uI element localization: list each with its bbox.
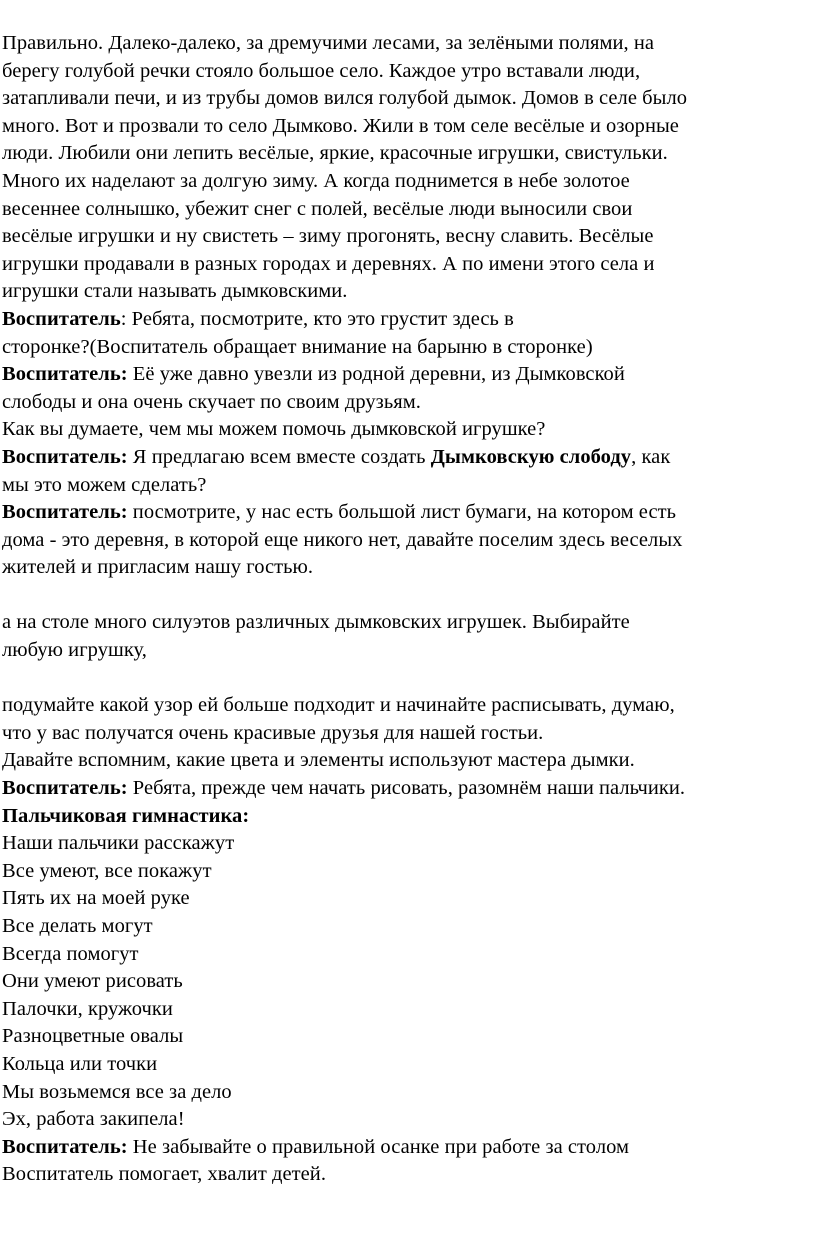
line-text: Не забывайте о правильной осанке при работе за столом (127, 1135, 630, 1158)
poem-line: Эх, работа закипела! (2, 1108, 185, 1131)
recall-line: Давайте вспомним, какие цвета и элементы используют мастера дымки. (2, 749, 635, 772)
poem-line: Пять их на моей руке (2, 887, 190, 910)
poem-line: Кольца или точки (2, 1052, 158, 1075)
teacher-paragraph-4 (2, 499, 816, 582)
text-line: сторонке?(Воспитатель обращает внимание на барыню в сторонке) (2, 335, 593, 358)
blank-line (2, 582, 816, 610)
text-line: весеннее солнышко, убежит снег с полей, весёлые люди выносили свои (2, 197, 633, 220)
line-text: Её уже давно увезли из родной деревни, из Дымковской (127, 363, 625, 386)
line-text: посмотрите, у нас есть большой лист бумаги, на котором есть (127, 501, 677, 524)
intro-paragraph (2, 30, 816, 306)
blank-line (2, 665, 816, 693)
teacher-paragraph-2 (2, 361, 816, 416)
document-text (2, 30, 816, 1189)
text-line (2, 499, 816, 527)
text-line (2, 306, 816, 334)
text-line: затапливали печи, и из трубы домов вился голубой дымок. Домов в селе было (2, 87, 688, 110)
teacher-paragraph-7 (2, 775, 816, 803)
text-line (2, 361, 816, 389)
text-line: игрушки стали называть дымковскими. (2, 280, 348, 303)
speaker-label: Воспитатель: (2, 445, 128, 468)
poem-line: Все умеют, все покажут (2, 859, 212, 882)
text-line: жителей и пригласим нашу гостью. (2, 556, 314, 579)
gymnastics-title: Пальчиковая гимнастика: (2, 804, 250, 827)
question-line: Как вы думаете, чем мы можем помочь дымковской игрушке? (2, 418, 546, 441)
text-line: весёлые игрушки и ну свистеть – зиму прогонять, весну славить. Весёлые (2, 225, 654, 248)
text-line: слободы и она очень скучает по своим друзьям. (2, 390, 421, 413)
line-text: , как (631, 445, 671, 468)
finger-poem (2, 830, 816, 1134)
text-line: любую игрушку, (2, 639, 147, 662)
text-line: Правильно. Далеко-далеко, за дремучими лесами, за зелёными полями, на (2, 32, 655, 54)
text-line: берегу голубой речки стояло большое село. Каждое утро вставали люди, (2, 59, 641, 82)
speaker-label: Воспитатель: (2, 777, 128, 800)
teacher-paragraph-8 (2, 1134, 816, 1162)
text-line: дома - это деревня, в которой еще никого нет, давайте поселим здесь веселых (2, 528, 683, 551)
speaker-label: Воспитатель: (2, 363, 128, 386)
paragraph-5 (2, 609, 816, 664)
text-line: Много их наделают за долгую зиму. А когда поднимется в небе золотое (2, 169, 630, 192)
text-line: мы это можем сделать? (2, 473, 207, 496)
line-text: : Ребята, посмотрите, кто это грустит здесь в (120, 307, 514, 330)
speaker-label: Воспитатель: (2, 1135, 128, 1158)
teacher-paragraph-3 (2, 444, 816, 499)
teacher-paragraph-1 (2, 306, 816, 361)
poem-line: Разноцветные овалы (2, 1025, 184, 1048)
poem-line: Всегда помогут (2, 942, 139, 965)
speaker-label: Воспитатель: (2, 501, 128, 524)
poem-line: Наши пальчики расскажут (2, 832, 235, 855)
line-text: Я предлагаю всем вместе создать (127, 445, 431, 468)
speaker-label: Воспитатель (2, 307, 121, 330)
text-line: что у вас получатся очень красивые друзья для нашей гостьи. (2, 721, 544, 744)
emphasis-text: Дымковскую слободу (430, 445, 632, 468)
poem-line: Все делать могут (2, 915, 153, 937)
text-line: игрушки продавали в разных городах и деревнях. А по имени этого села и (2, 252, 655, 275)
poem-line: Мы возьмемся все за дело (2, 1080, 232, 1103)
text-line: много. Вот и прозвали то село Дымково. Жили в том селе весёлые и озорные (2, 114, 679, 137)
paragraph-6 (2, 692, 816, 747)
text-line (2, 444, 816, 472)
text-line: а на столе много силуэтов различных дымковских игрушек. Выбирайте (2, 611, 630, 634)
closing-line: Воспитатель помогает, хвалит детей. (2, 1163, 326, 1186)
text-line: люди. Любили они лепить весёлые, яркие, красочные игрушки, свистульки. (2, 142, 668, 165)
poem-line: Палочки, кружочки (2, 997, 173, 1020)
poem-line: Они умеют рисовать (2, 970, 183, 993)
line-text: Ребята, прежде чем начать рисовать, разомнём наши пальчики. (127, 777, 686, 800)
text-line: подумайте какой узор ей больше подходит и начинайте расписывать, думаю, (2, 694, 675, 717)
